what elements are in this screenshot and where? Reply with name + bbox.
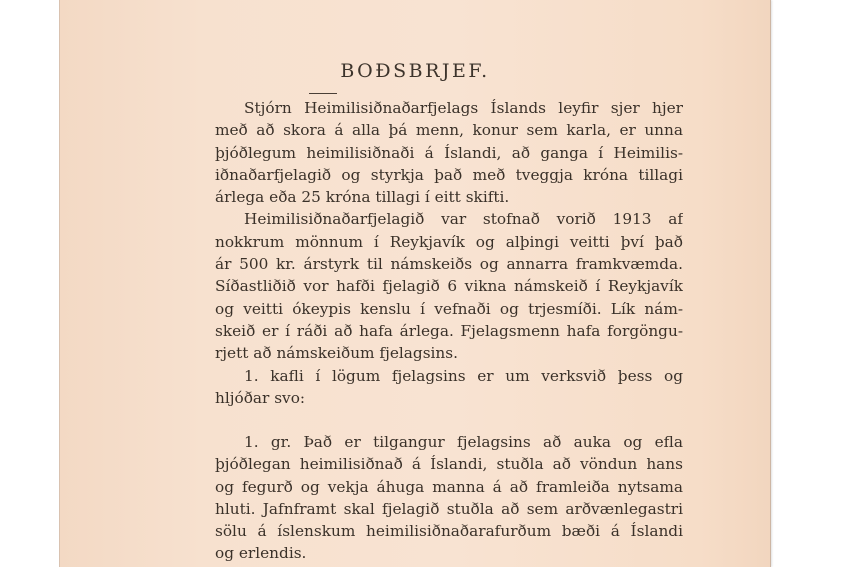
text-line: rjett að námskeiðum fjelagsins. — [215, 344, 458, 363]
text-line: og veitti ókeypis kenslu í vefnaði og trjesmíði. Lík nám- — [215, 299, 683, 318]
text-line: Heimilisiðnaðarfjelagið var stofnað vorið 1913 af — [244, 210, 683, 229]
text-line: 1. gr. Það er tilgangur fjelagsins að auka og efla — [244, 433, 683, 451]
article-1 — [215, 431, 683, 565]
title-divider — [309, 93, 337, 94]
paragraph-1 — [215, 97, 683, 409]
text-line: og fegurð og vekja áhuga manna á að framleiða nytsama — [215, 477, 683, 496]
text-line: nokkrum mönnum í Reykjavík og alþingi veitti því það — [215, 232, 683, 251]
text-line: hljóðar svo: — [215, 388, 306, 407]
text-line: Síðastliðið vor hafði fjelagið 6 vikna námskeið í Reykjavík — [215, 277, 683, 296]
text-line: með að skora á alla þá menn, konur sem karla, er unna — [215, 121, 683, 140]
text-line: 1. kafli í lögum fjelagsins er um verksvið þess og — [244, 366, 683, 385]
text-line: þjóðlegan heimilisiðnað á Íslandi, stuðla að vöndun hans — [215, 455, 683, 474]
document-page — [60, 0, 770, 567]
text-line: iðnaðarfjelagið og styrkja það með tveggja króna tillagi — [215, 165, 683, 184]
text-line: skeið er í ráði að hafa árlega. Fjelagsmenn hafa forgöngu- — [215, 321, 683, 340]
text-line: árlega eða 25 króna tillagi í eitt skifti. — [215, 188, 510, 207]
text-line: sölu á íslenskum heimilisiðnaðarafurðum bæði á Íslandi — [215, 522, 683, 541]
text-line: ár 500 kr. árstyrk til námskeiðs og annarra framkvæmda. — [215, 255, 683, 274]
document-title: BOÐSBRJEF. — [340, 60, 490, 82]
text-line: Stjórn Heimilisiðnaðarfjelags Íslands leyfir sjer hjer — [244, 99, 683, 117]
text-line: og erlendis. — [215, 544, 307, 563]
text-line: þjóðlegum heimilisiðnaði á Íslandi, að ganga í Heimilis- — [215, 143, 683, 162]
text-line: hluti. Jafnframt skal fjelagið stuðla að sem arðvænlegastri — [215, 499, 683, 518]
